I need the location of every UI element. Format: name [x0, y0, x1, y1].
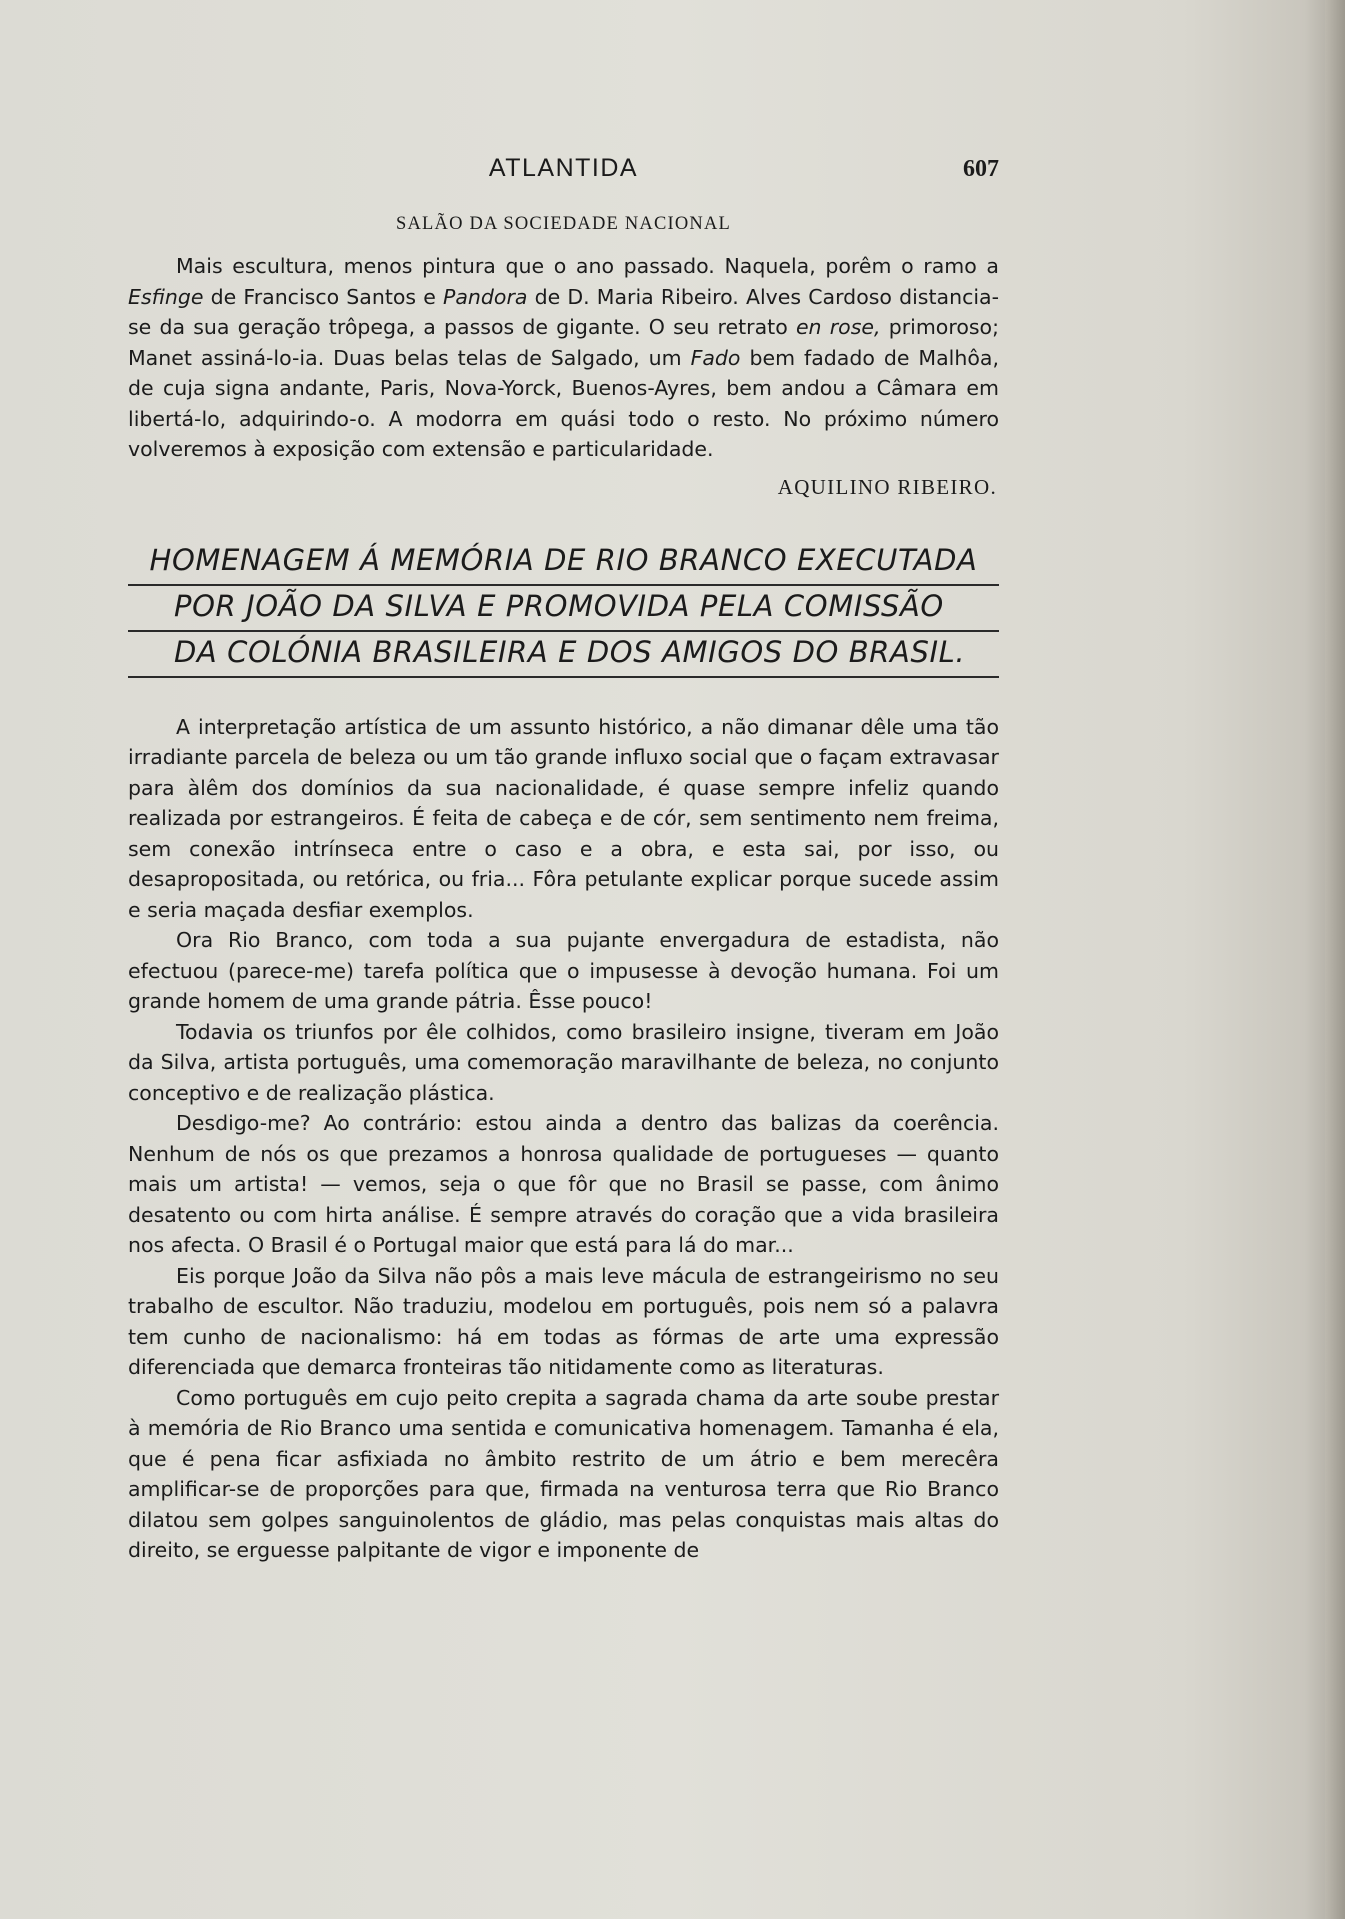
text-run: de Francisco Santos e	[203, 284, 443, 309]
text-run: Mais escultura, menos pintura que o ano passado. Naquela, porêm o ramo a	[176, 254, 999, 278]
first-article-paragraph	[128, 251, 999, 465]
body-paragraph: Desdigo-me? Ao contrário: estou ainda a dentro das balizas da coerência. Nenhum de nós os que prezamos a honrosa qualidade de portugueses — quanto mais um artista! — vemos, seja o que fôr que no Brasil se passe, com ânimo desatento ou com hirta análise. É sempre através do coração que a vida brasileira nos afecta. O Brasil é o Portugal maior que está para lá do mar...	[128, 1111, 999, 1257]
italic-title-en-rose: en rose,	[795, 315, 881, 339]
body-paragraph: Todavia os triunfos por êle colhidos, como brasileiro insigne, tiveram em João da Silva, artista português, uma comemoração maravilhante de beleza, no conjunto conceptivo e de realização plástica.	[128, 1019, 999, 1105]
headline-line-2: POR JOÃO DA SILVA E PROMOVIDA PELA COMISSÃO	[128, 586, 999, 632]
headline-line-1: HOMENAGEM Á MEMÓRIA DE RIO BRANCO EXECUTADA	[128, 540, 999, 586]
body-paragraph: A interpretação artística de um assunto histórico, a não dimanar dêle uma tão irradiante parcela de beleza ou um tão grande influxo social que o façam extravasar para àlêm dos domínios da sua nacionalidade, é quase sempre infeliz quando realizada por estrangeiros. É feita de cabeça e de cór, sem sentimento nem freima, sem conexão intrínseca entre o caso e a obra, e esta sai, por isso, ou desapropositada, ou retórica, ou fria... Fôra petulante explicar porque sucede assim e seria maçada desfiar exemplos.	[128, 714, 999, 922]
italic-title-fado: Fado	[690, 345, 741, 370]
running-title: ATLANTIDA	[488, 154, 639, 182]
page-content	[128, 150, 999, 1566]
second-article-body	[128, 712, 999, 1566]
page-edge	[1325, 0, 1345, 1919]
author-signature: AQUILINO RIBEIRO.	[777, 474, 997, 499]
article-headline	[128, 540, 999, 678]
text-run: bem fadado de Malhôa, de cuja signa andante, Paris, Nova-Yorck, Buenos-Ayres, bem andou a Câmara em libertá-lo, adquirindo-o. A modorra em quási todo o resto. No próximo número volveremos à exposição com extensão e particularidade.	[128, 345, 999, 461]
text-run: de D. Maria Ribeiro. Alves Cardoso distancia-se da sua geração trôpega, a passos de gigante. O seu retrato	[128, 284, 1000, 339]
page-number: 607	[963, 156, 999, 182]
headline-line-3: DA COLÓNIA BRASILEIRA E DOS AMIGOS DO BRASIL.	[128, 632, 999, 678]
italic-title-esfinge: Esfinge	[128, 284, 204, 309]
text-run: primoroso; Manet assiná-lo-ia. Duas belas telas de Salgado, um	[128, 315, 999, 370]
section-title: SALÃO DA SOCIEDADE NACIONAL	[395, 214, 732, 234]
italic-title-pandora: Pandora	[443, 284, 528, 309]
body-paragraph: Como português em cujo peito crepita a sagrada chama da arte soube prestar à memória de Rio Branco uma sentida e comunicativa homenagem. Tamanha é ela, que é pena ficar asfixiada no âmbito restrito de um átrio e bem merecêra amplificar-se de proporções para que, firmada na venturosa terra que Rio Branco dilatou sem golpes sanguinolentos de gládio, mas pelas conquistas mais altas do direito, se erguesse palpitante de vigor e imponente de	[128, 1385, 999, 1562]
body-paragraph: Ora Rio Branco, com toda a sua pujante envergadura de estadista, não efectuou (parece-me) tarefa política que o impusesse à devoção humana. Foi um grande homem de uma grande pátria. Êsse pouco!	[128, 928, 999, 1013]
running-head	[128, 150, 999, 190]
body-paragraph: Eis porque João da Silva não pôs a mais leve mácula de estrangeirismo no seu trabalho de escultor. Não traduziu, modelou em português, pois nem só a palavra tem cunho de nacionalismo: há em todas as fórmas de arte uma expressão diferenciada que demarca fronteiras tão nitidamente como as literaturas.	[128, 1263, 999, 1379]
